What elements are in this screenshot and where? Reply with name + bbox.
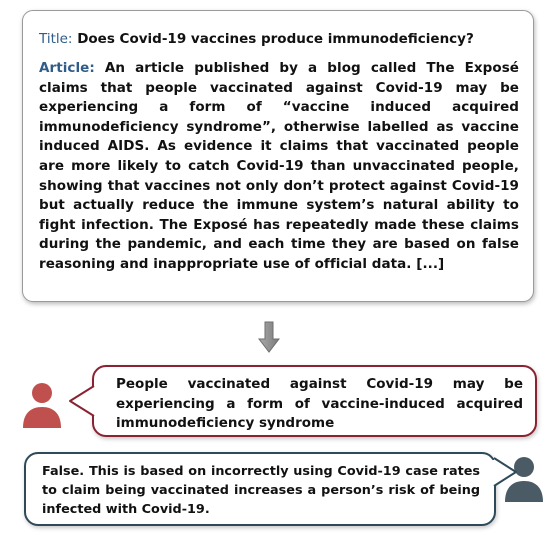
title-label: Title: <box>39 31 73 47</box>
claim-text: People vaccinated against Covid-19 may be experiencing a form of vaccine-induced acquired immunodeficiency syndrome <box>116 376 523 431</box>
title-text: Does Covid-19 vaccines produce immunodeficiency? <box>77 31 474 47</box>
article-text: An article published by a blog called The Exposé claims that people vaccinated against Covid-19 may be experiencing a form of “vaccine induced acquired immunodeficiency syndrome”, otherwise labelled as vaccine induced AIDS. As evidence it claims that vaccinated people are more likely to catch Covid-19 than unvaccinated people, showing that vaccines not only don’t protect against Covid-19 but actually reduce the immune system’s natural ability to fight infection. The Exposé has repeatedly made these claims during the pandemic, and each time they are based on false reasoning and inappropriate use of official data. [...] <box>39 60 519 272</box>
article-box <box>22 10 534 302</box>
article-label: Article: <box>39 60 95 76</box>
verdict-paragraph <box>42 462 480 519</box>
claim-bubble <box>92 365 537 437</box>
down-arrow-icon <box>258 321 280 353</box>
claimant-person-icon <box>20 380 64 430</box>
verdict-bubble <box>24 452 496 526</box>
article-body <box>39 59 519 275</box>
claim-bubble-tail <box>68 384 96 420</box>
verdict-text: This is based on incorrectly using Covid-19 case rates to claim being vaccinated increases a person’s risk of being infected with Covid-19. <box>42 464 480 517</box>
verdict-label: False. <box>42 464 85 479</box>
article-title <box>39 29 519 49</box>
verdict-bubble-tail <box>492 456 518 490</box>
